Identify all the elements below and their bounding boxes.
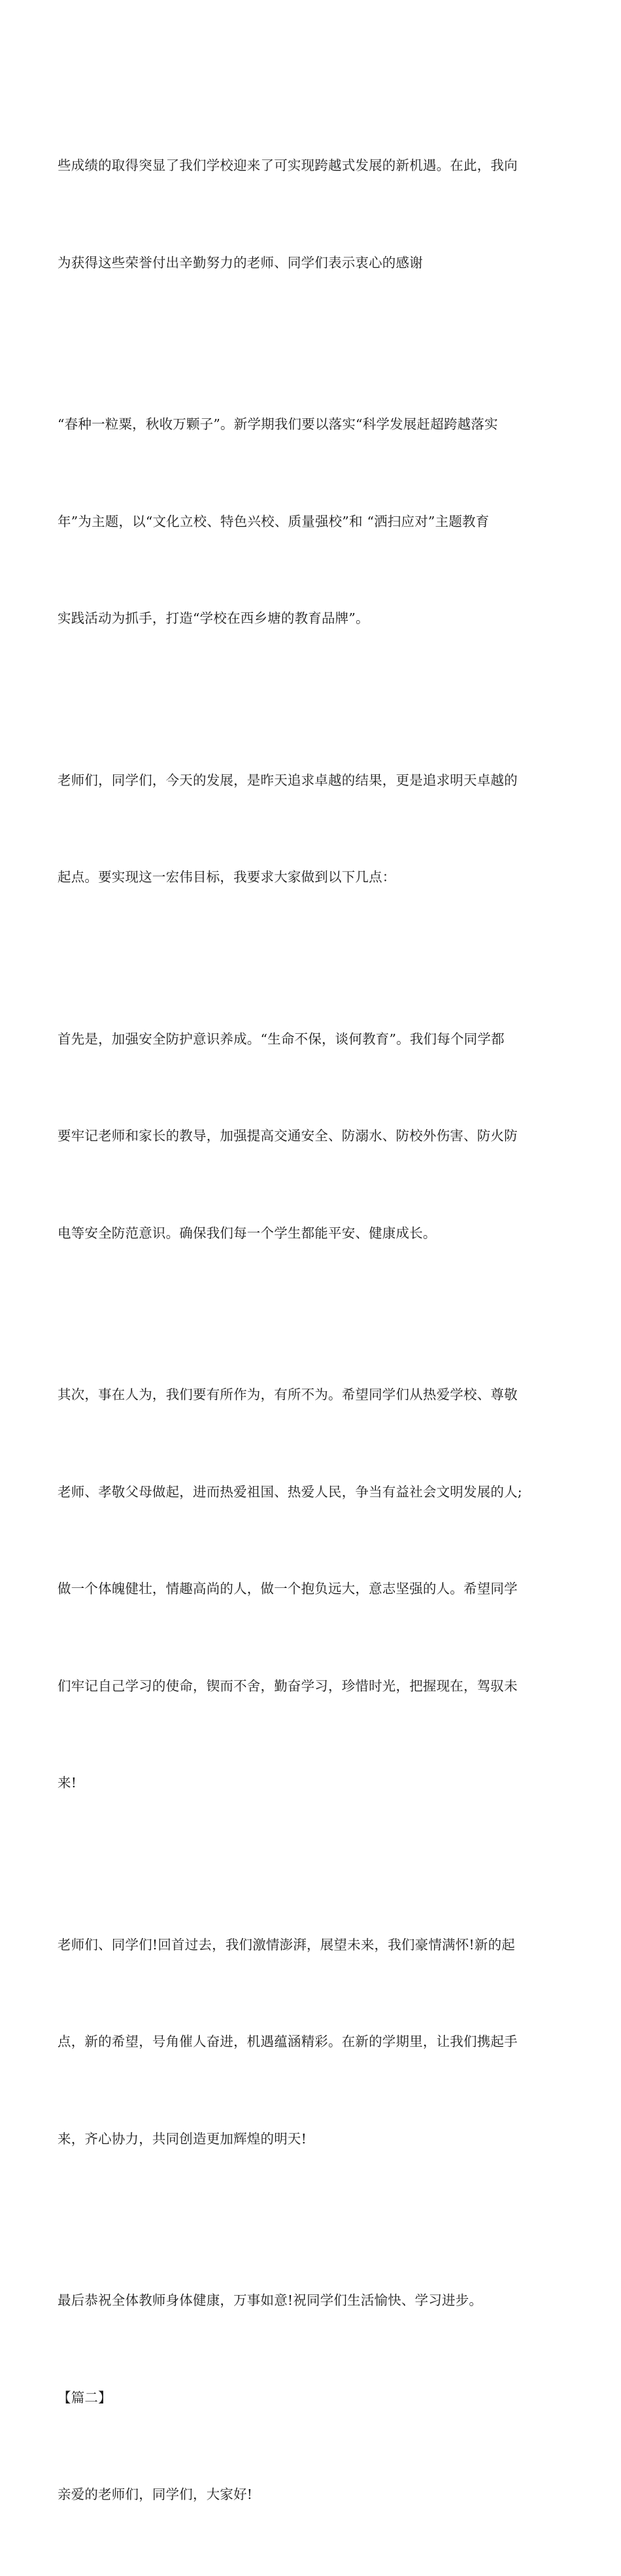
text-line: 最后恭祝全体教师身体健康，万事如意!祝同学们生活愉快、学习进步。	[58, 2292, 483, 2308]
greeting-paragraph	[58, 2414, 564, 2576]
text-line: 电等安全防范意识。确保我们每一个学生都能平安、健康成长。	[58, 1225, 437, 1241]
text-line: 老师们、同学们!回首过去，我们激情澎湃，展望未来，我们豪情满怀!新的起	[58, 1936, 515, 1953]
paragraph-7	[58, 2220, 564, 2382]
text-line: 首先是，加强安全防护意识养成。“生命不保，谈何教育”。我们每个同学都	[58, 1031, 505, 1047]
paragraph-2	[58, 344, 564, 700]
text-line: 们牢记自己学习的使命，锲而不舍，勤奋学习，珍惜时光，把握现在，驾驭未	[58, 1677, 518, 1694]
text-line: 些成绩的取得突显了我们学校迎来了可实现跨越式发展的新机遇。在此，我向	[58, 157, 518, 173]
text-line: 要牢记老师和家长的教导，加强提高交通安全、防溺水、防校外伤害、防火防	[58, 1128, 518, 1144]
greeting-text: 亲爱的老师们，同学们，大家好!	[58, 2486, 253, 2502]
text-line: 来，齐心协力，共同创造更加辉煌的明天!	[58, 2130, 307, 2147]
section-heading-text: 【篇二】	[58, 2389, 112, 2405]
text-line: 起点。要实现这一宏伟目标，我要求大家做到以下几点：	[58, 869, 396, 885]
text-line: 为获得这些荣誉付出辛勤努力的老师、同学们表示衷心的感谢	[58, 254, 423, 271]
text-line: 其次，事在人为，我们要有所作为，有所不为。希望同学们从热爱学校、尊敬	[58, 1387, 518, 1402]
paragraph-3	[58, 700, 564, 959]
text-line: 做一个体魄健壮，情趣高尚的人，做一个抱负远大，意志坚强的人。希望同学	[58, 1581, 518, 1596]
paragraph-1	[58, 85, 564, 344]
paragraph-5	[58, 1314, 564, 1864]
text-line: “春种一粒粟，秋收万颗子”。新学期我们要以落实“科学发展赶超跨越落实	[58, 416, 498, 432]
document-body	[58, 85, 564, 2576]
text-line: 实践活动为抓手，打造“学校在西乡塘的教育品牌”。	[58, 610, 369, 626]
paragraph-6	[58, 1864, 564, 2221]
text-line: 年”为主题，以“文化立校、特色兴校、质量强校”和 “洒扫应对”主题教育	[58, 513, 490, 529]
text-line: 老师、孝敬父母做起，进而热爱祖国、热爱人民，争当有益社会文明发展的人;	[58, 1483, 522, 1500]
section-heading	[58, 2382, 564, 2415]
text-line: 点，新的希望，号角催人奋进，机遇蕴涵精彩。在新的学期里，让我们携起手	[58, 2034, 518, 2049]
paragraph-4	[58, 959, 564, 1315]
text-line: 老师们，同学们，今天的发展，是昨天追求卓越的结果，更是追求明天卓越的	[58, 772, 518, 788]
text-line: 来!	[58, 1775, 77, 1791]
